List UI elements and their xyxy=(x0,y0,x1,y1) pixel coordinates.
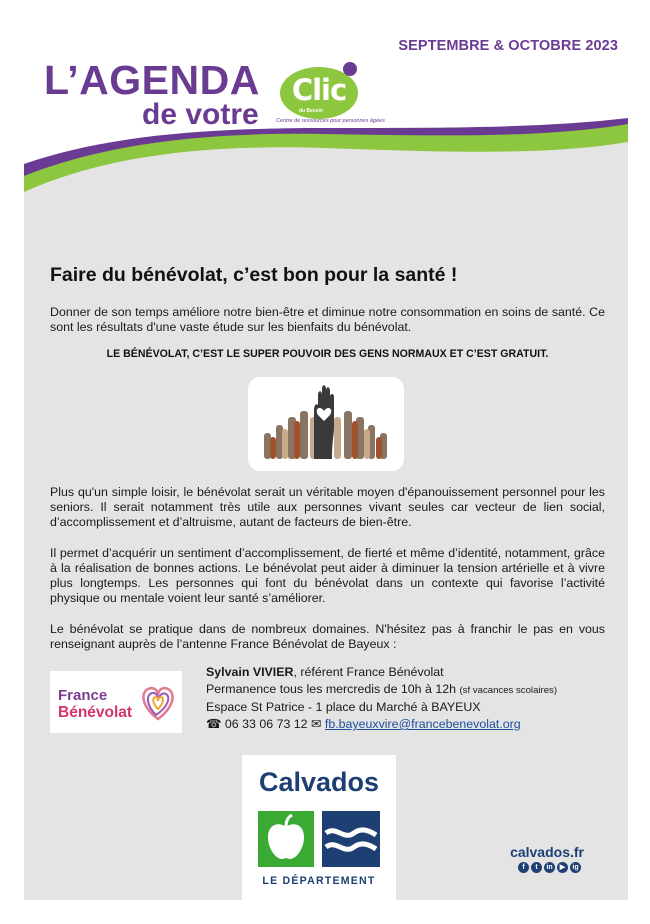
wave-icon-shape xyxy=(322,811,380,867)
calvados-website-link[interactable]: calvados.fr xyxy=(510,844,584,860)
france-benevolat-logo xyxy=(50,671,182,733)
hearts-icon xyxy=(136,675,180,727)
article-paragraph-2: Plus qu'un simple loisir, le bénévolat serait un véritable moyen d'épanouissement personnel pour les seniors. Il serait notamment très utile aux personnes vivant seules car vecteur de lien social, d’accomplissement et d’altruisme, autant de facteurs de bien-être. xyxy=(50,485,605,529)
raised-hands-image xyxy=(248,377,404,471)
agenda-title: L’AGENDA xyxy=(44,57,260,103)
linkedin-icon[interactable]: in xyxy=(544,862,555,873)
facebook-icon[interactable]: f xyxy=(518,862,529,873)
article-slogan: LE BÉNÉVOLAT, C’EST LE SUPER POUVOIR DES GENS NORMAUX ET C’EST GRATUIT. xyxy=(106,348,549,360)
instagram-icon[interactable]: ig xyxy=(570,862,581,873)
contact-block xyxy=(206,664,557,733)
france-benevolat-logo-line1: France xyxy=(58,687,108,704)
raised-hands-icon xyxy=(248,377,404,471)
calvados-logo xyxy=(242,755,396,900)
contact-permanence: Permanence tous les mercredis de 10h à 12h xyxy=(206,682,457,696)
contact-permanence-line xyxy=(206,681,557,699)
article-title: Faire du bénévolat, c’est bon pour la santé ! xyxy=(50,264,458,286)
edition-date: SEPTEMBRE & OCTOBRE 2023 xyxy=(398,38,618,54)
clic-logo-word: Clic xyxy=(291,73,347,107)
mail-icon: ✉ xyxy=(311,717,322,731)
article-paragraph-4: Le bénévolat se pratique dans de nombreux domaines. N'hésitez pas à franchir le pas en vous renseignant auprès de l’antenne France Bénévolat de Bayeux : xyxy=(50,622,605,651)
contact-role: , référent France Bénévolat xyxy=(293,665,444,679)
article-paragraph-3: Il permet d’acquérir un sentiment d’accomplissement, de fierté et même d’identité, notamment, grâce à la réalisation de bonnes actions. Le bénévolat peut aider à diminuer la tension artérielle et à vivre plus longtemps. Les personnes qui font du bénévolat dans un contexte qui favorise l’activité physique ou mentale voient leur santé s’améliorer. xyxy=(50,546,605,605)
contact-email-link[interactable]: fb.bayeuxvire@francebenevolat.org xyxy=(324,717,521,731)
social-icons xyxy=(518,862,581,873)
wave-icon xyxy=(322,811,380,867)
clic-caption: Centre de ressources pour personnes âgées xyxy=(276,118,385,124)
calvados-logo-name: Calvados xyxy=(258,767,380,797)
agenda-subtitle: de votre xyxy=(142,98,259,131)
contact-phone-mail-line xyxy=(206,716,557,733)
contact-address: Espace St Patrice - 1 place du Marché à BAYEUX xyxy=(206,700,481,714)
clic-logo-subtitle: du Bessin xyxy=(299,108,323,114)
france-benevolat-logo-line2: Bénévolat xyxy=(58,704,133,721)
flyer-page xyxy=(24,24,628,900)
clic-logo-dot xyxy=(343,62,357,76)
contact-name-line xyxy=(206,664,557,681)
article-paragraph-1: Donner de son temps améliore notre bien-être et diminue notre consommation en soins de santé. Ce sont les résultats d'une vaste étude sur les bienfaits du bénévolat. xyxy=(50,305,605,334)
phone-icon: ☎ xyxy=(206,717,222,731)
calvados-logo-departement: LE DÉPARTEMENT xyxy=(262,875,376,887)
contact-permanence-note: (sf vacances scolaires) xyxy=(459,685,558,696)
twitter-icon[interactable]: t xyxy=(531,862,542,873)
apple-icon xyxy=(258,811,314,867)
apple-icon-shape xyxy=(258,811,314,867)
contact-name: Sylvain VIVIER xyxy=(206,665,294,679)
youtube-icon[interactable]: ▶ xyxy=(557,862,568,873)
contact-phone: 06 33 06 73 12 xyxy=(224,717,308,731)
